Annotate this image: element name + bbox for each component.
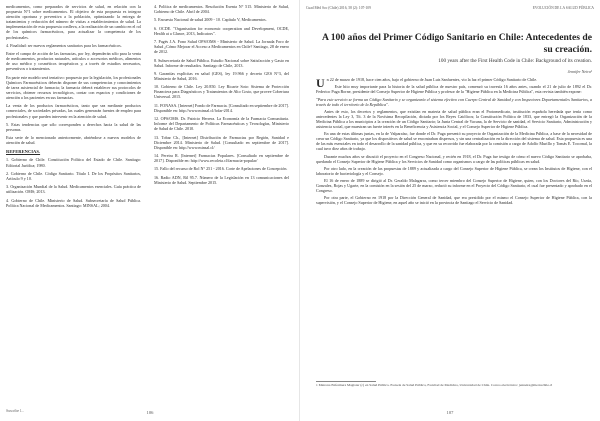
reference-item: 10. Gobierno de Chile. Ley 20.850. Ley Ricarte Soto: Sistema de Protección Financiera para Diagnósticos y Tratamientos de Alto Costo, que provee Cobertura Universal. 2015. (154, 84, 289, 100)
reference-item: 5. Encuesta Nacional de salud 2009 - 10. Capítulo V, Medicamentos. (154, 17, 267, 23)
reference-item: 4. Gobierno de Chile. Ministerio de Salud. Subsecretaría de Salud Pública. Política Nacional de Medicamentos. Santiago: MINSAL; 2004. (6, 197, 141, 208)
article-subtitle: 100 years after the First Health Code in Chile: Background of its creation. (438, 58, 592, 64)
drop-cap: U (316, 76, 325, 90)
quotation: "Para este servicio se forma un Código Sanitario y se organizaría el sistema efectivo con Cuerpo Central de Sanidad y con Inspectores Departamentales Sanitarios, a través de todo el territorio de la República". (316, 96, 592, 107)
reference-item: 6. OCDE. "Organisation for economic cooperation and Development, OCDE, Health at a Glance, 2013, Indicators". (154, 25, 289, 36)
paragraph: Entre el campo de acción de las farmacias, por ley, dependerán sólo para la venta de medicamentos, productos naturales, artículos o accesorios médicos, alimentos de uso médico y cosméticos terapéuticos y, a través de estudios necesarios, preventivos o tratamientos. (6, 51, 141, 72)
reference-item: 9. Garantías explícitas en salud (GES), ley 19.966 y decreto GES N°3, del Ministerio de Salud, 2016. (154, 70, 289, 81)
paragraph: Este hito muy importante para la historia de la salud pública de nuestro país, comenzó su travesía 16 años antes, cuando el 21 de julio de 1892 el Dr. Federico Puga Borne, presidente del Consejo Superior de Higiene Pública y profesor de la "Higiene Pública en la Medicina Pública", esta revista también expone: (316, 84, 592, 95)
author-name: Jennifer Neira¹ (567, 69, 592, 74)
left-column-1 (6, 4, 141, 211)
paragraph: Esta serie de lo mencionado anteriormente, abriéndose a nuevos modelos de atención de salud. (6, 135, 141, 146)
reference-item: 2. Gobierno de Chile. Código Sanitario. Título I. De los Propósitos Sanitarios, Artículo 9 y 10. (6, 170, 141, 181)
article-title: A 100 años del Primer Código Sanitario en Chile: Antecedentes de su creación. (321, 32, 592, 55)
page-number-right: 107 (446, 410, 454, 415)
running-head (306, 6, 594, 10)
page-number-left: 106 (146, 410, 154, 415)
reference-item: 14. Pereira R. [Internet] Farmacias Populares. [Consultado en septiembre de 2017]. Disponible en: http://www.recoleta.cl/farmacia-popular/ (154, 153, 289, 164)
reference-item: 16. Radio ADN, Ril 95.7. Número de la Legislación en 13 comunicaciones del Ministerio de Salud. Septiembre 2015. (154, 174, 289, 185)
footnote-divider (316, 381, 376, 382)
paragraph: El 16 de enero de 1889 se dirigió al Dr. Geraldo Malagarra, como tercer miembro del Consejo Superior de Higiene, quien, con los Doctores del Río, Urzúa, Gonzalez, Rojas y Ugarte, en la comisión en la sesión del 25 de marzo, redactó su informe en el Proyecto del Código Sanitario, el cual fue presentado y aprobado en el Congreso. (316, 178, 592, 194)
paragraph: La venta de los productos farmacéuticos, tanto que sea mediante productos comerciales, de sociedades privadas, las cuales generarán fuentes de empleo para profesionales y que pueden intervenir en la atención de salud. (6, 103, 141, 119)
paragraph: Antes de esto, los decretos y reglamentos, que existían en materia de salud pública eran el Protomedicato, institución española heredada que tenía como antecedentes la Ley 3, Tít. 3 de la Novísima Recopilación, dictada por los Reyes Católicos; la Constitución Política de 1833, que entregó la Organización de la Medicina Pública a los municipios a la creación de un Código Sanitario; la Junta Central de Vacuna, la de Servicio de sanidad, el Servicio Sanitario, Administración y asistencia social, que muestran un fuerte interés en la Beneficencia y Asistencia Social, y el Consejo Superior de Higiene Pública. (316, 108, 592, 129)
reference-item: 7. Pagés J.A. Fono Salud OPS/OMS - Ministerio de Salud. La Jornada Foro de Salud ¿Cómo Mejorar el Acceso a Medicamentos en Chile? Santiago, 28 de enero de 2012. (154, 39, 289, 55)
paragraph: Por otra parte, el Gobierno en 1918 por la Dirección General de Sanidad, que era presidido por el mismo el Consejo Superior de Higiene Pública, con la supervisión, y el Consejo Superior de Higiene, en aquel año se inició en la provincia de Santiago el Servicio de Sanidad. (316, 195, 592, 206)
left-column-2 (154, 4, 289, 188)
paragraph: En una de estas últimas juntas, en la de Valparaíso, fue donde el Dr. Puga presentó su proyecto de Organización de la Medicina Pública, a base de la necesidad de crear un Código Sanitario, ya que los dispositivos de salud se encontraban dispersos, y sin una centralización en la dirección del sistema de salud. Esta propuesta es una de las más esenciales en todo el desarrollo de la sanidad pública, y que en su recorrido fue elaborada por la comisión a cargo de Adolfo Murillo y Tomás E. Tocornal, la cual tuvo diez años de trabajo. (316, 131, 592, 152)
paragraph: En parte este modelo será tentativo: propuesto por la legislación, los profesionales Químicos Farmacéuticos deberán disponer de sus competencias y conocimientos de tarea asistencial de farmacia; la farmacia deberá establecer sus protocolos de servicios, obtener recursos tecnológicos, contar con espacios y condiciones de atención a los pacientes en sus farmacias. (6, 74, 141, 101)
references-heading: REFERENCIAS. (6, 149, 41, 155)
reference-item: 3. Organización Mundial de la Salud. Medicamentos esenciales. Guía práctica de utilización. OMS; 2013. (6, 184, 141, 195)
reference-item: 11. FONASA. [Internet] Fondo de Farmacia. [Consultado en septiembre de 2017]. Disponible en: http://www.minsal.cl/fofar-2014. (154, 102, 289, 113)
journal-citation: Cuad Méd Soc (Chile) 2016, 58 (2): 107-109 (306, 6, 371, 10)
footnote: 1 Matrona Enfermera Magíster (c) en Salud Pública. Escuela de Salud Pública, Facultad de Medicina, Universidad de Chile. Correo electrónico: jenneira@med.uchile.cl (316, 383, 553, 387)
reference-item: 13. Tobar Ch., [Internet] Distribución de Farmacias por Región, Sanidad e Diciembre 2014. Ministerio de Salud. [Consultado en septiembre de 2017]. Disponible en: http://www.minsal.cl/ (154, 134, 289, 150)
reference-item: 15. Fallo del recurso de Rol N° 251 - 2016. Corte de Apelaciones de Concepción. (154, 166, 288, 172)
section-label: EVOLUCIÓN DE LA SALUD PÚBLICA (532, 6, 594, 10)
paragraph: 4. Finalidad: ser nuevos reglamentos sanitarios para los farmacéuticos. (6, 42, 122, 48)
paragraph: medicamentos, como preparados de servicios de salud, en relación con la propuesta N°1 sobre medicamentos. El objetivo de esta propuesta es integrar atención oportuna y preventiva a la población, optimizando la entrega de tratamientos y reducción del número de visitas a establecimientos de salud. La implementación de esta propuesta conlleva, a la realización de un cambio en el rol de los químicos farmacéuticos, para actualizar la competencia de los profesionales. (6, 4, 141, 40)
reference-item: 12. OPS/OMS. Dr. Patricio Herrera. La Economía de la Farmacia Comunitaria. Informe del Departamento de Políticas Farmacéuticas y Tecnologías, Ministerio de Salud de Chile. 2010. (154, 116, 289, 132)
reference-item: 8. Subsecretaría de Salud Pública. Estudio Nacional sobre Satisfacción y Gasto en Salud. Informe de resultados. Santiago de Chile, 2013. (154, 57, 289, 68)
paragraph: Durante muchos años se discutió el proyecto en el Congreso Nacional, y recién en 1918, el Dr. Puga fue testigo de cómo el nuevo Código Sanitario se aprobaba, quedando el Consejo Superior de Higiene Pública y los Servicios de Sanidad como organismos a cargo de las políticas públicas en salud. (316, 153, 592, 164)
article-body (316, 77, 592, 208)
reference-item: 4. Política de medicamentos. Resolución Exenta N° 515. Ministerio de Salud, Gobierno de Chile. Abril de 2004. (154, 4, 289, 15)
reference-item: 1. Gobierno de Chile. Constitución Política del Estado de Chile. Santiago: Editorial Jurídica; 1980. (6, 157, 141, 168)
right-page (300, 0, 600, 421)
paragraph: Por otro lado, en la creación de las propuestas de 1889 y actualizada a cargo del Consejo Superior de Higiene Pública, se crean los Institutos de Higiene, con el laboratorio de bacteriología y el Consejo. (316, 165, 592, 176)
footer-note: Suscribe l... (6, 409, 24, 413)
paragraph: Un 22 de marzo de 1918, hace cien años, bajo el gobierno de Juan Luis Sanfuentes, vio la luz el primer Código Sanitario de Chile. (316, 76, 538, 90)
paragraph: 5. Estas tendencias que sólo corresponden a derechos hacia la salud de las personas. (6, 121, 141, 132)
